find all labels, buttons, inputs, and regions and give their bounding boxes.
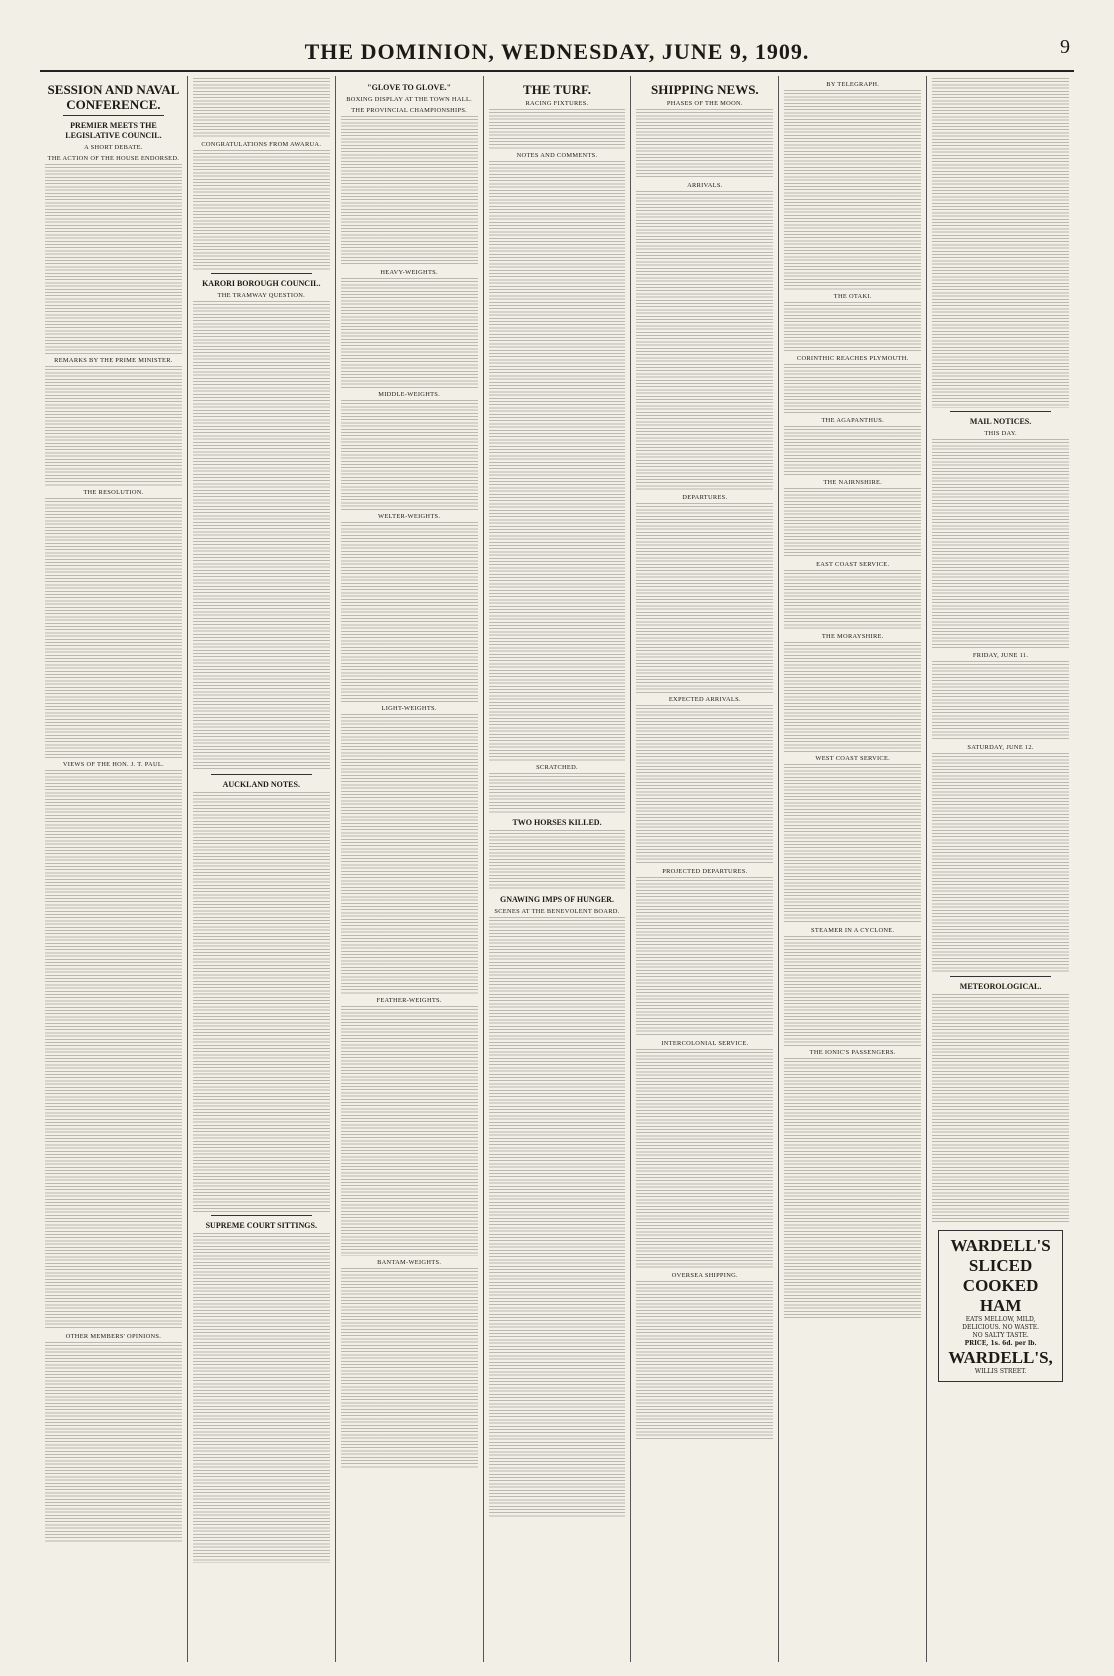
subhead: SCRATCHED.: [536, 764, 578, 771]
subhead: CORINTHIC REACHES PLYMOUTH.: [796, 355, 909, 362]
subhead: DEPARTURES.: [682, 494, 728, 501]
body-text: [636, 1281, 773, 1441]
body-text: [45, 164, 182, 354]
subhead: A SHORT DEBATE.: [84, 144, 143, 151]
ad-tagline: DELICIOUS. NO WASTE.: [962, 1324, 1040, 1331]
body-text: [193, 150, 330, 270]
body-text: [784, 764, 921, 924]
body-text: [341, 116, 478, 266]
body-text: [193, 792, 330, 1212]
subhead: THE MORAYSHIRE.: [821, 633, 884, 640]
ad-tagline: NO SALTY TASTE.: [972, 1332, 1029, 1339]
subhead: THE PROVINCIAL CHAMPIONSHIPS.: [351, 107, 468, 114]
masthead: [40, 34, 1074, 72]
body-text: [489, 161, 626, 761]
body-text: [784, 426, 921, 476]
subhead: THE RESOLUTION.: [83, 489, 144, 496]
column-2: [187, 76, 335, 1662]
body-text: [636, 109, 773, 179]
subhead: PREMIER MEETS THE LEGISLATIVE COUNCIL.: [65, 121, 162, 140]
ad-tagline: EATS MELLOW, MILD,: [965, 1316, 1036, 1323]
subhead: BOXING DISPLAY AT THE TOWN HALL.: [346, 96, 473, 103]
body-text: [784, 302, 921, 352]
body-text: [45, 770, 182, 1330]
body-text: [489, 109, 626, 149]
subhead: REMARKS BY THE PRIME MINISTER.: [54, 357, 173, 364]
subhead: BY TELEGRAPH.: [826, 81, 880, 88]
subhead: STEAMER IN A CYCLONE.: [811, 927, 895, 934]
body-text: [636, 877, 773, 1037]
body-text: [45, 1342, 182, 1542]
subhead: SATURDAY, JUNE 12.: [967, 744, 1034, 751]
masthead-title: THE DOMINION, WEDNESDAY, JUNE 9, 1909.: [304, 39, 810, 64]
body-text: [932, 78, 1069, 408]
body-text: [636, 1049, 773, 1269]
subhead: FRIDAY, JUNE 11.: [972, 652, 1029, 659]
subhead: THIS DAY.: [984, 430, 1017, 437]
body-text: [932, 661, 1069, 741]
headline-turf: THE TURF.: [523, 82, 591, 97]
subhead: KARORI BOROUGH COUNCIL.: [202, 279, 321, 288]
body-text: [784, 1058, 921, 1318]
body-text: [489, 830, 626, 890]
subhead: MAIL NOTICES.: [969, 417, 1032, 426]
subhead: TWO HORSES KILLED.: [512, 818, 602, 827]
body-text: [636, 705, 773, 865]
subhead: OTHER MEMBERS' OPINIONS.: [65, 1333, 162, 1340]
columns: [40, 76, 1074, 1662]
body-text: [193, 1233, 330, 1563]
column-5: [630, 76, 778, 1662]
subhead: EXPECTED ARRIVALS.: [668, 696, 741, 703]
subhead: GNAWING IMPS OF HUNGER.: [500, 895, 614, 904]
subhead: LIGHT-WEIGHTS.: [381, 705, 437, 712]
subhead: FEATHER-WEIGHTS.: [376, 997, 442, 1004]
subhead: THE AGAPANTHUS.: [821, 417, 884, 424]
subhead: EAST COAST SERVICE.: [816, 561, 890, 568]
subhead: THE TRAMWAY QUESTION.: [217, 292, 306, 299]
body-text: [932, 439, 1069, 649]
body-text: [341, 278, 478, 388]
column-1: [40, 76, 187, 1662]
body-text: [784, 364, 921, 414]
subhead: PHASES OF THE MOON.: [666, 100, 743, 107]
subhead: THE IONIC'S PASSENGERS.: [809, 1049, 896, 1056]
column-4: [483, 76, 631, 1662]
subhead: RACING FIXTURES.: [525, 100, 589, 107]
subhead: PROJECTED DEPARTURES.: [662, 868, 748, 875]
subhead: AUCKLAND NOTES.: [222, 780, 300, 789]
body-text: [636, 503, 773, 693]
body-text: [932, 994, 1069, 1224]
body-text: [45, 498, 182, 758]
ad-product: SLICED COOKED HAM: [962, 1256, 1039, 1315]
subhead: HEAVY-WEIGHTS.: [380, 269, 438, 276]
body-text: [45, 366, 182, 486]
subhead: INTERCOLONIAL SERVICE.: [661, 1040, 749, 1047]
subhead: SUPREME COURT SITTINGS.: [205, 1221, 317, 1230]
body-text: [341, 1006, 478, 1256]
body-text: [784, 642, 921, 752]
page-number: 9: [1060, 36, 1070, 58]
subhead: THE OTAKI.: [833, 293, 872, 300]
subhead: WELTER-WEIGHTS.: [377, 513, 441, 520]
body-text: [784, 488, 921, 558]
subhead: THE NAIRNSHIRE.: [823, 479, 883, 486]
wardells-advert: [938, 1230, 1063, 1382]
subhead: ARRIVALS.: [687, 182, 723, 189]
subhead: NOTES AND COMMENTS.: [516, 152, 598, 159]
subhead: VIEWS OF THE HON. J. T. PAUL.: [62, 761, 164, 768]
body-text: [341, 400, 478, 510]
body-text: [636, 191, 773, 491]
column-3: [335, 76, 483, 1662]
ad-price: PRICE, 1s. 6d. per lb.: [964, 1340, 1037, 1347]
subhead: SCENES AT THE BENEVOLENT BOARD.: [494, 908, 620, 915]
body-text: [784, 936, 921, 1046]
headline-shipping: SHIPPING NEWS.: [651, 82, 759, 97]
body-text: [341, 714, 478, 994]
ad-brand-footer: WARDELL'S,: [948, 1348, 1053, 1367]
body-text: [193, 78, 330, 138]
subhead: WEST COAST SERVICE.: [815, 755, 891, 762]
subhead: MIDDLE-WEIGHTS.: [378, 391, 441, 398]
body-text: [341, 522, 478, 702]
headline-glove: "GLOVE TO GLOVE.": [367, 83, 452, 92]
body-text: [784, 90, 921, 290]
column-6: [778, 76, 926, 1662]
ad-street: WILLIS STREET.: [974, 1368, 1027, 1375]
ad-brand: WARDELL'S: [950, 1236, 1051, 1255]
subhead: BANTAM-WEIGHTS.: [377, 1259, 442, 1266]
body-text: [932, 753, 1069, 973]
body-text: [341, 1268, 478, 1468]
subhead: OVERSEA SHIPPING.: [671, 1272, 738, 1279]
subhead: CONGRATULATIONS FROM AWARUA.: [201, 141, 322, 148]
body-text: [784, 570, 921, 630]
column-7: [926, 76, 1074, 1662]
body-text: [489, 773, 626, 813]
subhead: METEOROLOGICAL.: [959, 982, 1042, 991]
subhead: THE ACTION OF THE HOUSE ENDORSED.: [47, 155, 180, 162]
body-text: [193, 301, 330, 771]
headline-session: SESSION AND NAVAL CONFERENCE.: [47, 82, 180, 112]
body-text: [489, 917, 626, 1517]
